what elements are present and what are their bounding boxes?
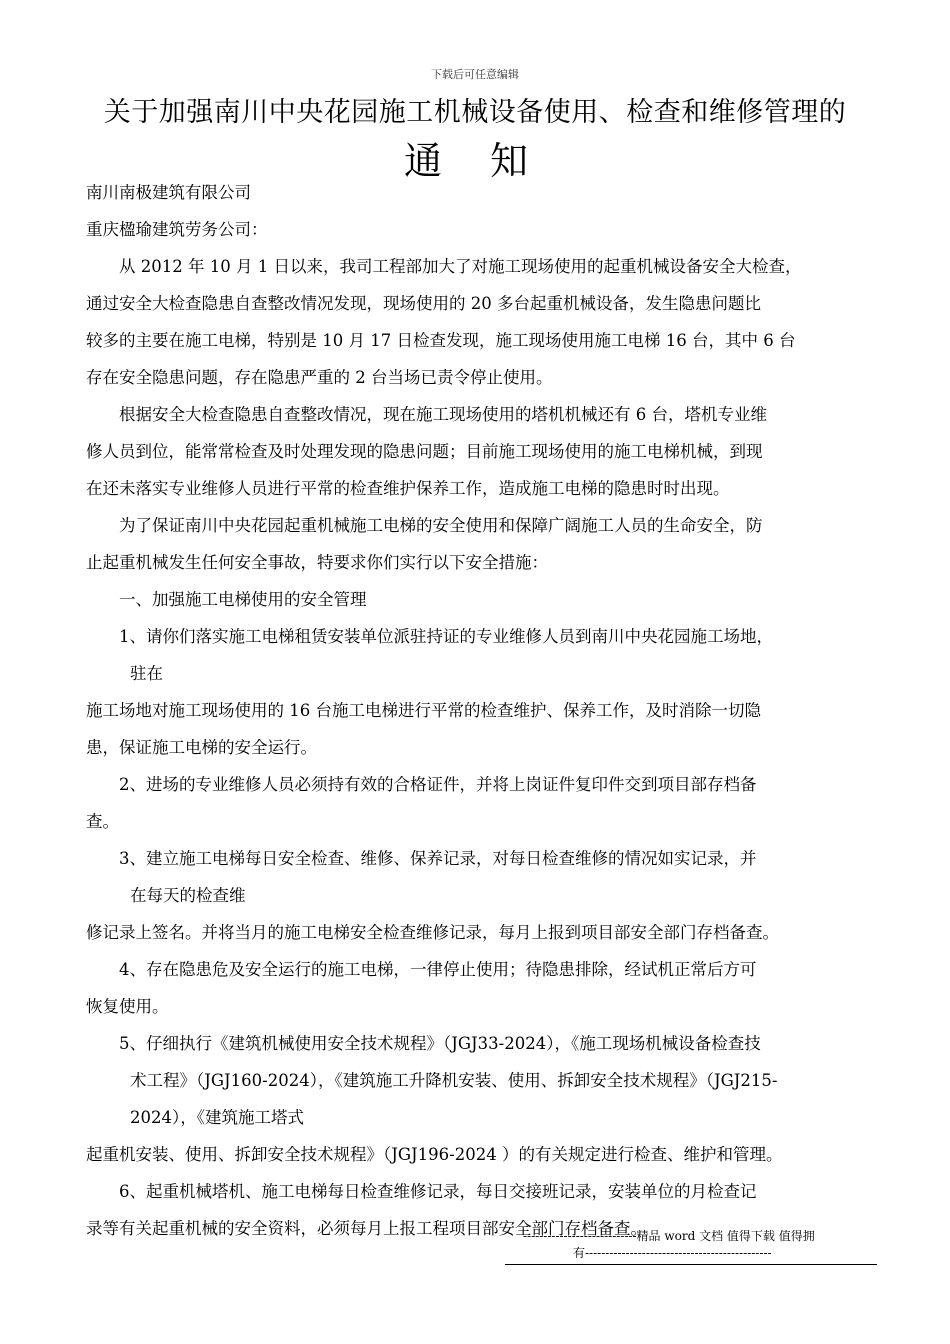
body-line: 在每天的检查维 [130,886,246,905]
list-item-1: 1、请你们落实施工电梯租赁安装单位派驻持证的专业维修人员到南川中央花园施工场地， [119,627,773,646]
document-body [86,174,886,1247]
body-line: 录等有关起重机械的安全资料，必须每月上报工程项目部安全部门存档备查。 [86,1219,647,1238]
body-line: 术工程》（JGJ160-2024），《建筑施工升降机安装、使用、拆卸安全技术规程》（JGJ215- [130,1071,778,1090]
footer-note [505,1228,877,1265]
list-item-2: 2、进场的专业维修人员必须持有效的合格证件，并将上岗证件复印件交到项目部存档备 [119,775,757,794]
document-title: 关于加强南川中央花园施工机械设备使用、检查和维修管理的 [103,97,847,128]
list-item-3: 3、建立施工电梯每日安全检查、维修、保养记录，对每日检查维修的情况如实记录，并 [119,849,757,868]
body-line: 止起重机械发生任何安全事故，特要求你们实行以下安全措施： [86,553,548,572]
list-item-5: 5、仔细执行《建筑机械使用安全技术规程》（JGJ33-2024），《施工现场机械设备检查技 [119,1034,761,1053]
body-line: 施工场地对施工现场使用的 16 台施工电梯进行平常的检查维护、保养工作，及时消除一切隐 [86,701,761,720]
body-line: 修记录上签名。并将当月的施工电梯安全检查维修记录，每月上报到项目部安全部门存档备查。 [86,923,779,942]
body-line: 通过安全大检查隐患自查整改情况发现，现场使用的 20 多台起重机械设备，发生隐患问题比 [86,294,761,313]
footer-line-2: 有---------------------------------------------- [573,1246,772,1260]
body-line: 从 2012 年 10 月 1 日以来，我司工程部加大了对施工现场使用的起重机械设备安全大检查， [119,257,802,276]
body-line: 在还未落实专业维修人员进行平常的检查维护保养工作，造成施工电梯的隐患时时出现。 [86,479,730,498]
body-line: 2024），《建筑施工塔式 [130,1108,304,1127]
section-heading: 一、加强施工电梯使用的安全管理 [119,590,367,609]
footer-line-1: ----------------------------精品 word 文档 值得下载 值得拥 [523,1229,815,1243]
document-title-notice: 通 知 [403,139,547,183]
recipient-1: 南川南极建筑有限公司 [86,183,251,202]
body-line: 恢复使用。 [86,997,169,1016]
body-line: 查。 [86,812,119,831]
body-line: 起重机安装、使用、拆卸安全技术规程》（JGJ196-2024 ）的有关规定进行检查、维护和管理。 [86,1145,783,1164]
body-line: 存在安全隐患问题，存在隐患严重的 2 台当场已责令停止使用。 [86,368,553,387]
body-line: 为了保证南川中央花园起重机械施工电梯的安全使用和保障广阔施工人员的生命安全，防 [119,516,763,535]
body-line: 较多的主要在施工电梯，特别是 10 月 17 日检查发现，施工现场使用施工电梯 16 台，其中 6 台 [86,331,796,350]
recipient-2: 重庆楹瑜建筑劳务公司： [86,220,268,239]
list-item-4: 4、存在隐患危及安全运行的施工电梯，一律停止使用；待隐患排除，经试机正常后方可 [119,960,757,979]
body-line: 患，保证施工电梯的安全运行。 [86,738,317,757]
list-item-6: 6、起重机械塔机、施工电梯每日检查维修记录，每日交接班记录，安装单位的月检查记 [119,1182,757,1201]
body-line: 根据安全大检查隐患自查整改情况，现在施工现场使用的塔机机械还有 6 台，塔机专业维 [119,405,767,424]
body-line: 驻在 [130,664,163,683]
header-note: 下载后可任意编辑 [431,68,519,81]
body-line: 修人员到位，能常常检查及时处理发现的隐患问题；目前施工现场使用的施工电梯机械，到现 [86,442,763,461]
